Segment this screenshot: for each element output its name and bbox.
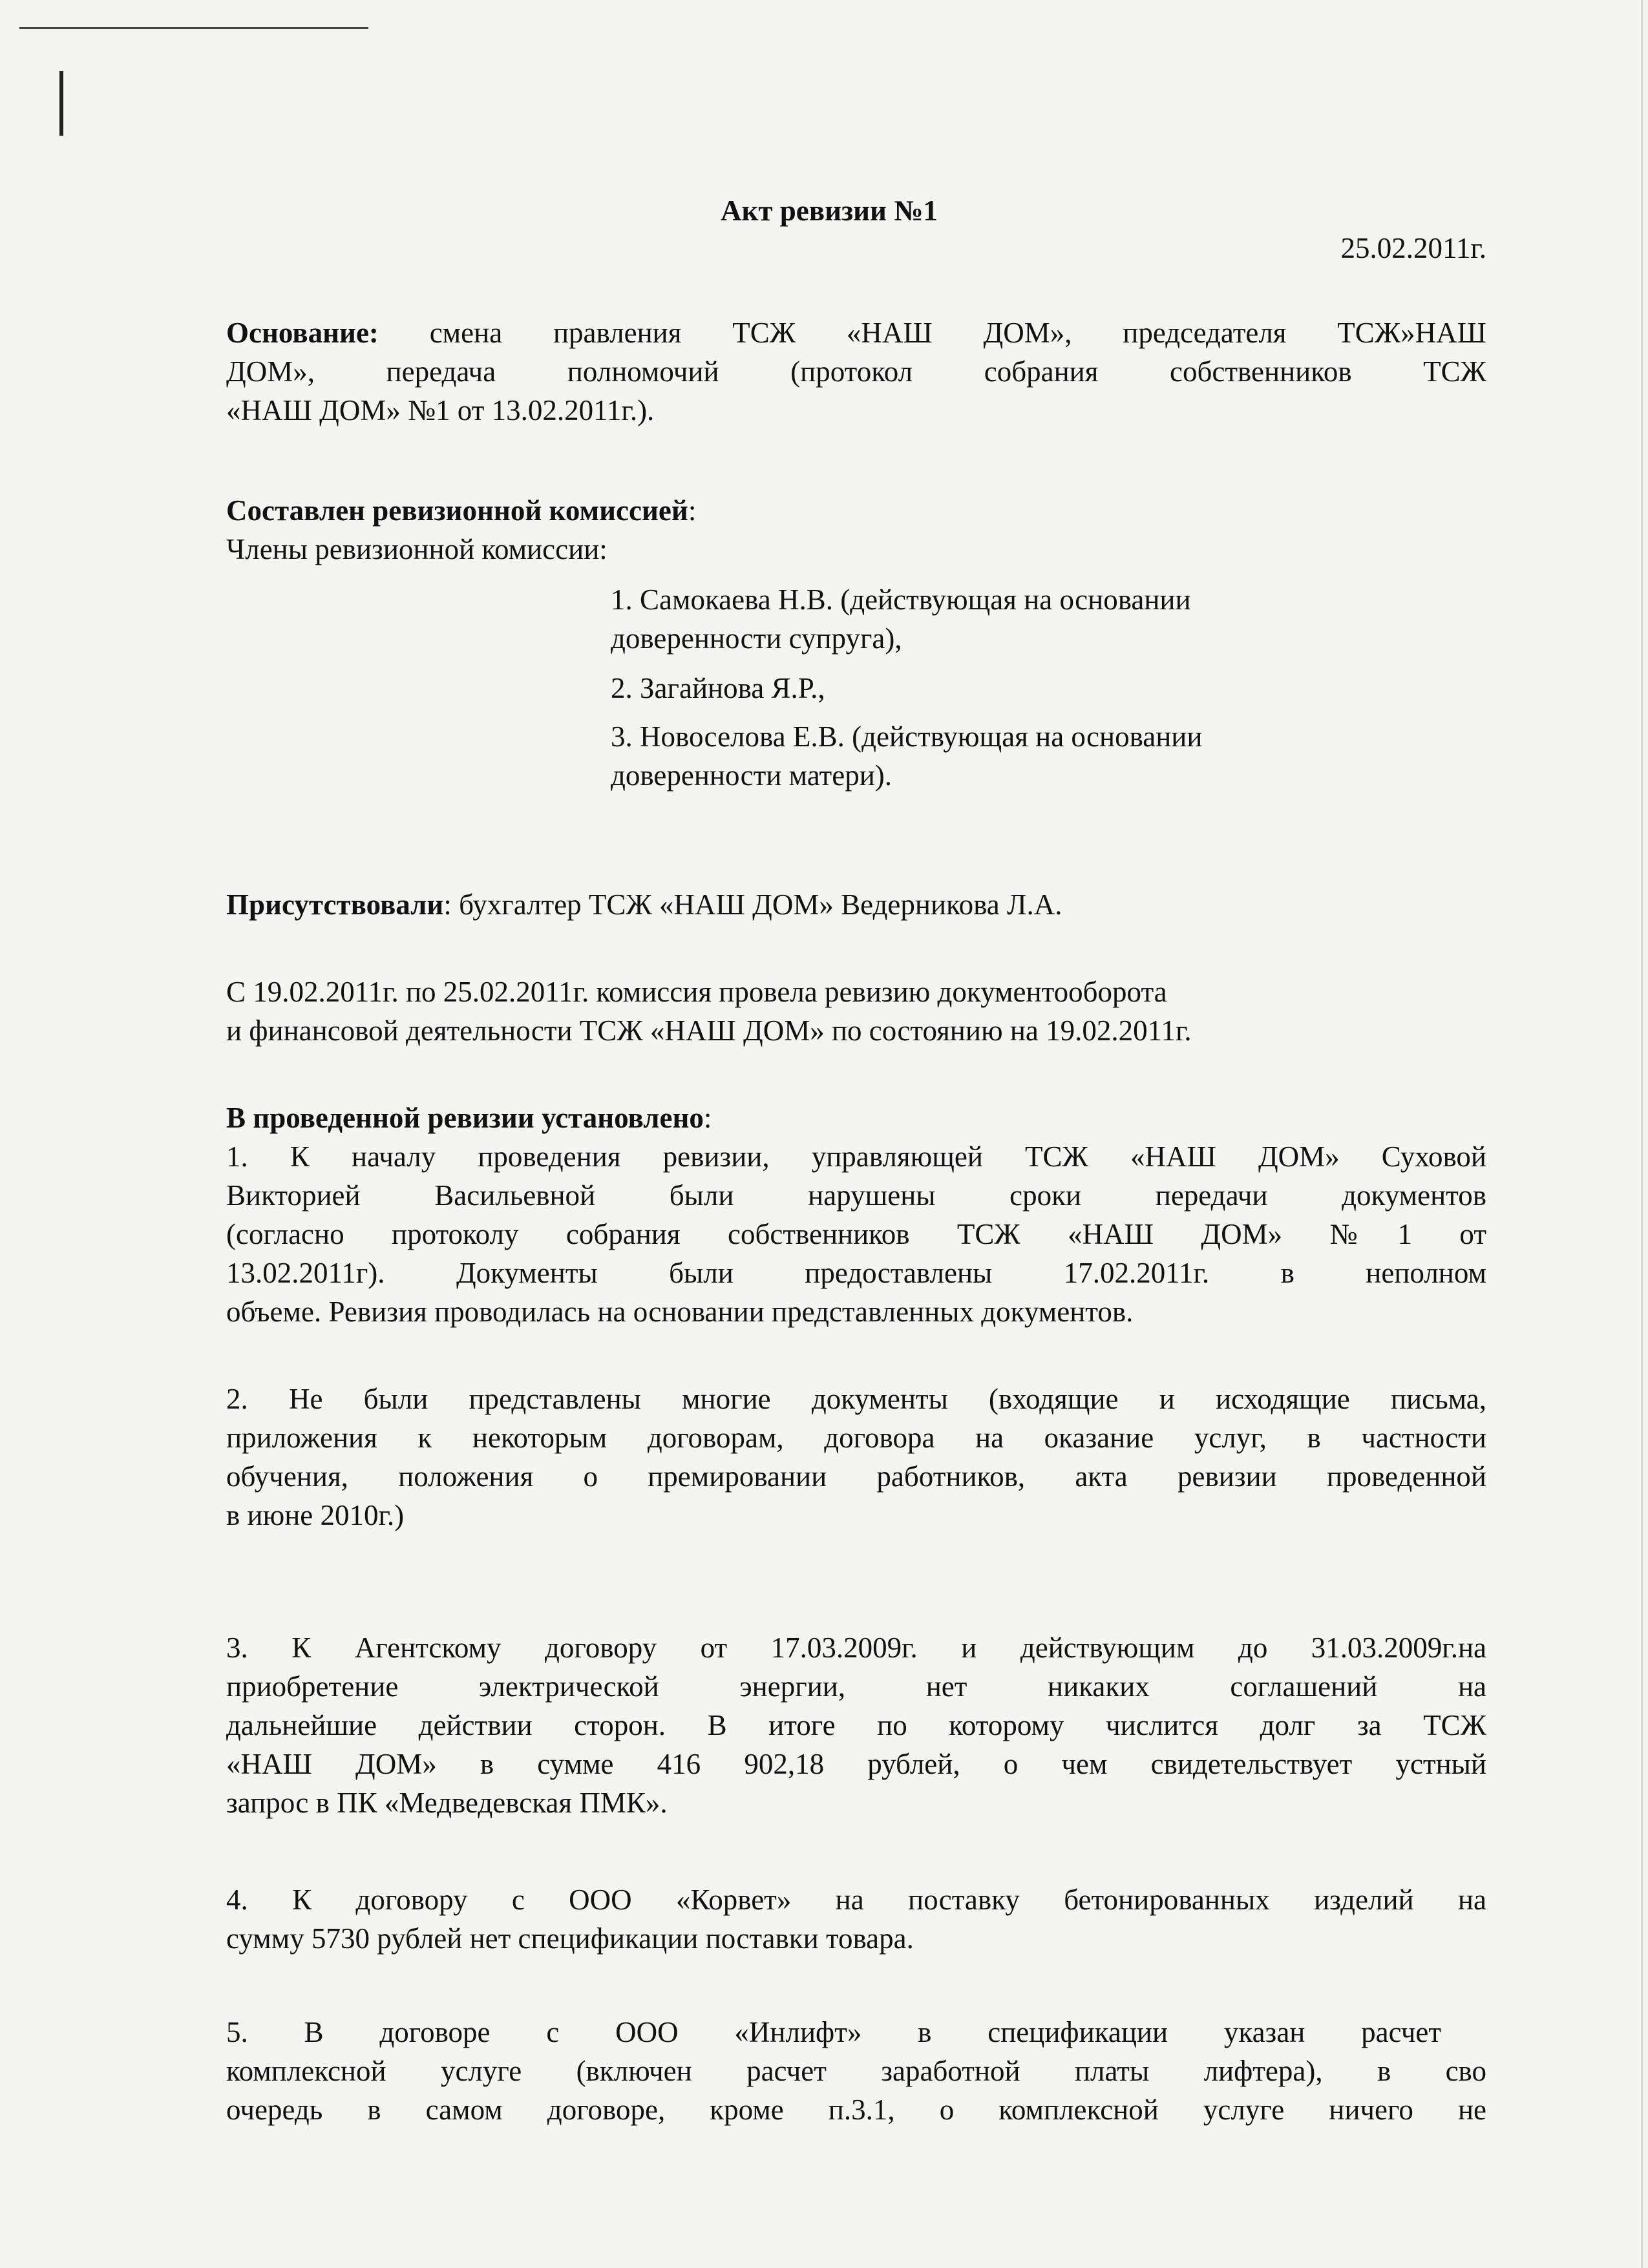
p2-line-1: 2. Не были представлены многие документы (входящие и исходящие письма, [226, 1383, 1486, 1415]
member-line-3: 2. Загайнова Я.Р., [611, 672, 825, 704]
composed-colon: : [688, 494, 697, 527]
p1-line-3: (согласно протоколу собрания собственников ТСЖ «НАШ ДОМ» №1 от [226, 1218, 1486, 1250]
basis-label: Основание: [226, 317, 379, 349]
present-line [226, 885, 1486, 924]
found-heading [226, 1098, 1486, 1137]
composed-label: Составлен ревизионной комиссией [226, 494, 688, 527]
member-line-2: доверенности супруга), [611, 622, 902, 655]
page-edge [1641, 0, 1643, 2268]
doc-title: Акт ревизии №1 [721, 194, 938, 227]
member-line-4: 3. Новоселова Е.В. (действующая на основании [611, 720, 1203, 753]
found-label: В проведенной ревизии установлено [226, 1102, 704, 1134]
basis-line-1 [226, 313, 1486, 352]
period-line-1: С 19.02.2011г. по 25.02.2011г. комиссия провела ревизию документооборота [226, 976, 1167, 1008]
p1-line-1: 1. К началу проведения ревизии, управляющей ТСЖ «НАШ ДОМ» Суховой [226, 1140, 1486, 1173]
p5-line-3: очередь в самом договоре, кроме п.3.1, о комплексной услуге ничего не [226, 2094, 1486, 2126]
period-line-2: и финансовой деятельности ТСЖ «НАШ ДОМ» по состоянию на 19.02.2011г. [226, 1014, 1192, 1047]
p3-line-4: «НАШ ДОМ» в сумме 416 902,18 рублей, о чем свидетельствует устный [226, 1748, 1486, 1780]
top-rule [19, 27, 368, 29]
p4-line-2: сумму 5730 рублей нет спецификации поставки товара. [226, 1922, 914, 1955]
p1-line-4: 13.02.2011г). Документы были предоставлены 17.02.2011г. в неполном [226, 1257, 1486, 1289]
p1-line-5: объеме. Ревизия проводилась на основании представленных документов. [226, 1296, 1134, 1328]
present-text: : бухгалтер ТСЖ «НАШ ДОМ» Ведерникова Л.А. [443, 888, 1062, 921]
margin-mark [59, 71, 63, 136]
p2-line-2: приложения к некоторым договорам, договора на оказание услуг, в частности [226, 1422, 1486, 1454]
composed-heading [226, 491, 1486, 530]
member-line-1: 1. Самокаева Н.В. (действующая на основании [611, 583, 1191, 616]
p4-line-1: 4. К договору с ООО «Корвет» на поставку бетонированных изделий на [226, 1884, 1486, 1916]
basis-line-2: ДОМ», передача полномочий (протокол собрания собственников ТСЖ [226, 355, 1486, 388]
found-colon: : [703, 1102, 712, 1134]
doc-date: 25.02.2011г. [1340, 232, 1486, 264]
p2-line-4: в июне 2010г.) [226, 1499, 405, 1531]
basis-line-3: «НАШ ДОМ» №1 от 13.02.2011г.). [226, 394, 655, 426]
p3-line-2: приобретение электрической энергии, нет никаких соглашений на [226, 1670, 1486, 1703]
members-label: Члены ревизионной комиссии: [226, 533, 607, 565]
p3-line-3: дальнейшие действии сторон. В итоге по которому числится долг за ТСЖ [226, 1709, 1486, 1741]
basis-text: смена правления ТСЖ «НАШ ДОМ», председателя ТСЖ»НАШ [429, 317, 1486, 349]
p3-line-1: 3. К Агентскому договору от 17.03.2009г. и действующим до 31.03.2009г.на [226, 1632, 1486, 1664]
p1-line-2: Викторией Васильевной были нарушены сроки передачи документов [226, 1179, 1486, 1212]
member-line-5: доверенности матери). [611, 759, 893, 792]
p5-line-2: комплексной услуге (включен расчет заработной платы лифтера), в сво [226, 2055, 1486, 2087]
p3-line-5: запрос в ПК «Медведевская ПМК». [226, 1787, 668, 1819]
p5-line-1: 5. В договоре с ООО «Инлифт» в спецификации указан расчет [226, 2016, 1441, 2048]
p2-line-3: обучения, положения о премировании работников, акта ревизии проведенной [226, 1460, 1486, 1493]
present-label: Присутствовали [226, 888, 444, 921]
